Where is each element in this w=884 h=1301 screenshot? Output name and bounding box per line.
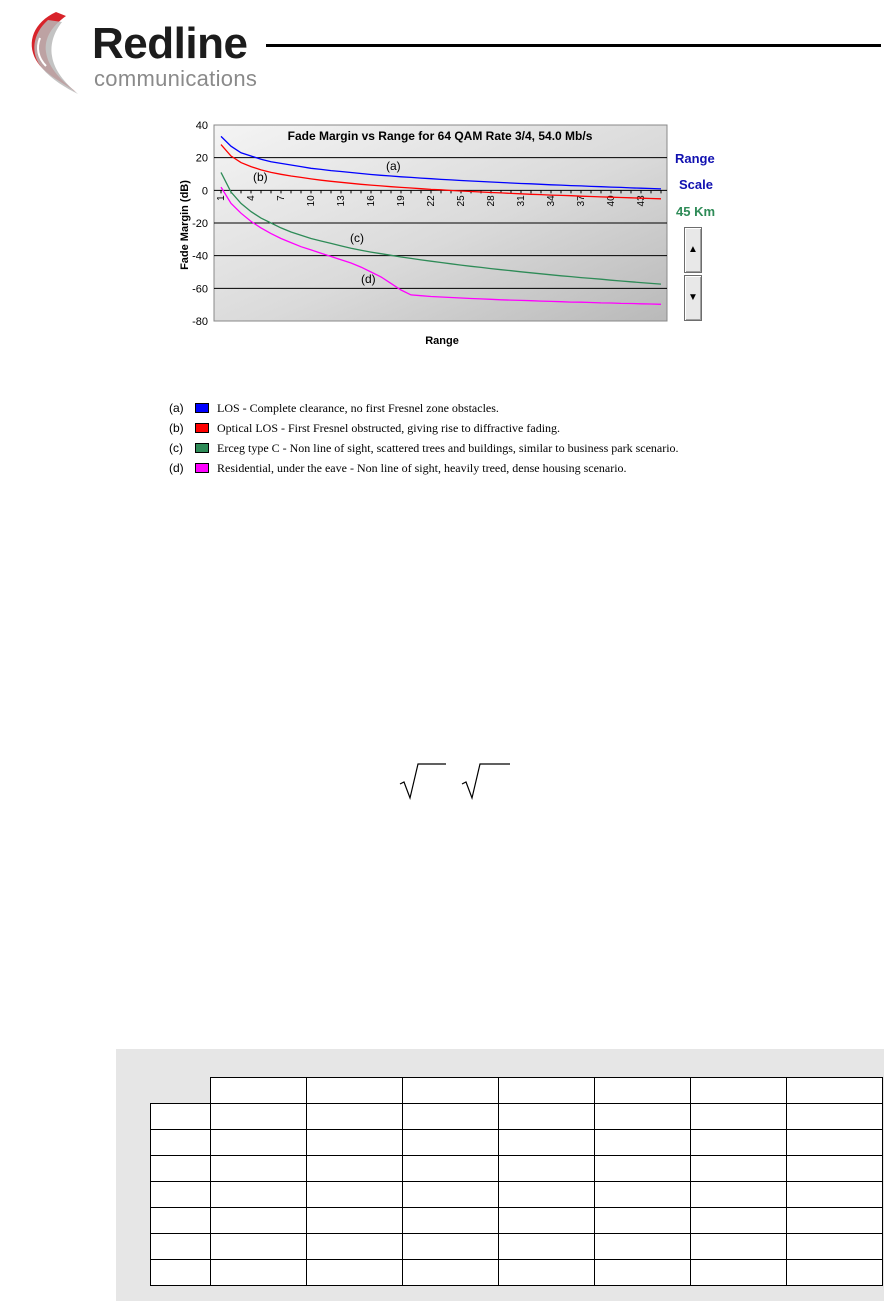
y-tick-labels xyxy=(192,120,208,328)
x-tick-label: 31 xyxy=(516,195,527,207)
table-cell xyxy=(307,1104,403,1130)
x-tick-label: 16 xyxy=(366,195,377,207)
x-tick-label: 40 xyxy=(606,195,617,207)
table-cell xyxy=(307,1260,403,1286)
x-tick-label: 37 xyxy=(576,195,587,207)
table-cell xyxy=(403,1208,499,1234)
table-row xyxy=(151,1234,883,1260)
table-cell xyxy=(403,1130,499,1156)
range-decrease-button[interactable] xyxy=(684,275,702,321)
table-cell xyxy=(691,1104,787,1130)
table-row xyxy=(151,1130,883,1156)
table-cell xyxy=(211,1104,307,1130)
x-tick-label: 43 xyxy=(636,195,647,207)
table-cell xyxy=(595,1260,691,1286)
table-cell xyxy=(595,1234,691,1260)
x-tick-label: 10 xyxy=(306,195,317,207)
table-cell xyxy=(403,1104,499,1130)
y-tick-label: -60 xyxy=(192,283,208,296)
table-cell xyxy=(211,1182,307,1208)
table-row xyxy=(151,1260,883,1286)
chart-title: Fade Margin vs Range for 64 QAM Rate 3/4, 54.0 Mb/s xyxy=(287,129,593,143)
sqrt-icon xyxy=(400,764,446,798)
redline-swoosh-icon xyxy=(18,8,88,98)
legend-text: Erceg type C - Non line of sight, scattered trees and buildings, similar to business park scenario. xyxy=(217,440,679,455)
series-c-label: (c) xyxy=(350,231,364,245)
table-cell xyxy=(691,1234,787,1260)
table-cell xyxy=(499,1182,595,1208)
table-cell xyxy=(151,1260,211,1286)
legend-text: Residential, under the eave - Non line of sight, heavily treed, dense housing scenario. xyxy=(217,460,627,475)
y-tick-label: 20 xyxy=(195,152,208,165)
table-cell xyxy=(403,1156,499,1182)
series-b-label: (b) xyxy=(253,170,268,184)
header-rule xyxy=(266,44,881,47)
table-cell xyxy=(403,1078,499,1104)
data-table xyxy=(150,1077,883,1286)
table-cell xyxy=(403,1182,499,1208)
range-scale-subtitle: Scale xyxy=(679,177,713,192)
range-scale-value: 45 Km xyxy=(676,204,716,219)
table-cell xyxy=(691,1156,787,1182)
series-d-label: (d) xyxy=(361,272,376,286)
legend-swatch-red xyxy=(195,423,209,433)
x-tick-label: 7 xyxy=(276,195,287,201)
table-cell xyxy=(151,1078,211,1104)
x-tick-label: 34 xyxy=(546,195,557,207)
table-cell xyxy=(211,1156,307,1182)
square-root-formula xyxy=(398,760,513,802)
table-cell xyxy=(151,1130,211,1156)
table-cell xyxy=(151,1182,211,1208)
x-tick-label: 28 xyxy=(486,195,497,207)
table-row xyxy=(151,1182,883,1208)
legend-tag: (b) xyxy=(169,421,184,435)
table-cell xyxy=(691,1130,787,1156)
table-cell xyxy=(151,1208,211,1234)
table-cell xyxy=(787,1104,883,1130)
table-cell xyxy=(787,1078,883,1104)
table-cell xyxy=(787,1208,883,1234)
legend-swatch-green xyxy=(195,443,209,453)
y-tick-label: -20 xyxy=(192,218,208,230)
table-cell xyxy=(787,1182,883,1208)
y-tick-label: 0 xyxy=(201,185,208,198)
table-cell xyxy=(499,1156,595,1182)
table-cell xyxy=(691,1260,787,1286)
redline-logo xyxy=(18,8,268,98)
legend-swatch-blue xyxy=(195,403,209,413)
table-cell xyxy=(211,1260,307,1286)
legend-item xyxy=(169,418,679,438)
table-cell xyxy=(307,1208,403,1234)
table-cell xyxy=(211,1208,307,1234)
brand-name: Redline xyxy=(92,19,248,68)
table-row xyxy=(151,1104,883,1130)
table-cell xyxy=(787,1156,883,1182)
table-cell xyxy=(151,1104,211,1130)
chart-legend xyxy=(169,398,679,478)
table-cell xyxy=(211,1130,307,1156)
table-cell xyxy=(499,1078,595,1104)
legend-tag: (d) xyxy=(169,461,184,475)
table-cell xyxy=(211,1234,307,1260)
table-cell xyxy=(307,1156,403,1182)
table-cell xyxy=(307,1182,403,1208)
table-cell xyxy=(787,1130,883,1156)
table-cell xyxy=(499,1130,595,1156)
table-cell xyxy=(151,1156,211,1182)
y-axis-label: Fade Margin (dB) xyxy=(179,180,191,270)
legend-item xyxy=(169,458,679,478)
table-cell xyxy=(499,1104,595,1130)
legend-tag: (c) xyxy=(169,441,183,455)
table-cell xyxy=(499,1260,595,1286)
table-cell xyxy=(403,1234,499,1260)
range-increase-button[interactable] xyxy=(684,227,702,273)
x-tick-label: 25 xyxy=(456,195,467,207)
legend-text: LOS - Complete clearance, no first Fresnel zone obstacles. xyxy=(217,400,499,415)
series-a-label: (a) xyxy=(386,159,401,173)
range-scale-title: Range xyxy=(675,151,715,166)
legend-swatch-magenta xyxy=(195,463,209,473)
table-row xyxy=(151,1208,883,1234)
table-cell xyxy=(787,1260,883,1286)
fade-margin-chart xyxy=(164,112,674,352)
sqrt-icon xyxy=(462,764,510,798)
y-tick-label: -40 xyxy=(192,250,208,263)
brand-tagline: communications xyxy=(94,66,258,91)
table-cell xyxy=(595,1104,691,1130)
table-cell xyxy=(151,1234,211,1260)
table-cell xyxy=(595,1078,691,1104)
x-tick-label: 19 xyxy=(396,195,407,207)
table-cell xyxy=(595,1182,691,1208)
legend-text: Optical LOS - First Fresnel obstructed, giving rise to diffractive fading. xyxy=(217,420,561,435)
legend-item xyxy=(169,438,679,458)
table-cell xyxy=(307,1130,403,1156)
arrow-down-icon: ▼ xyxy=(688,292,698,303)
table-cell xyxy=(499,1208,595,1234)
table-cell xyxy=(211,1078,307,1104)
table-cell xyxy=(595,1156,691,1182)
table-cell xyxy=(691,1208,787,1234)
table-cell xyxy=(787,1234,883,1260)
table-cell xyxy=(307,1078,403,1104)
arrow-up-icon: ▲ xyxy=(688,244,698,255)
table-cell xyxy=(307,1234,403,1260)
x-tick-label: 1 xyxy=(216,195,227,201)
table-cell xyxy=(595,1130,691,1156)
x-axis-label: Range xyxy=(425,335,459,347)
x-tick-label: 13 xyxy=(336,195,347,207)
table-row xyxy=(151,1078,883,1104)
table-cell xyxy=(595,1208,691,1234)
legend-item xyxy=(169,398,679,418)
x-tick-label: 4 xyxy=(246,195,257,201)
table-row xyxy=(151,1156,883,1182)
table-cell xyxy=(691,1078,787,1104)
table-cell xyxy=(403,1260,499,1286)
table-cell xyxy=(499,1234,595,1260)
y-tick-label: 40 xyxy=(195,120,208,132)
y-tick-label: -80 xyxy=(192,316,208,328)
legend-tag: (a) xyxy=(169,401,184,415)
x-tick-label: 22 xyxy=(426,195,437,207)
table-cell xyxy=(691,1182,787,1208)
